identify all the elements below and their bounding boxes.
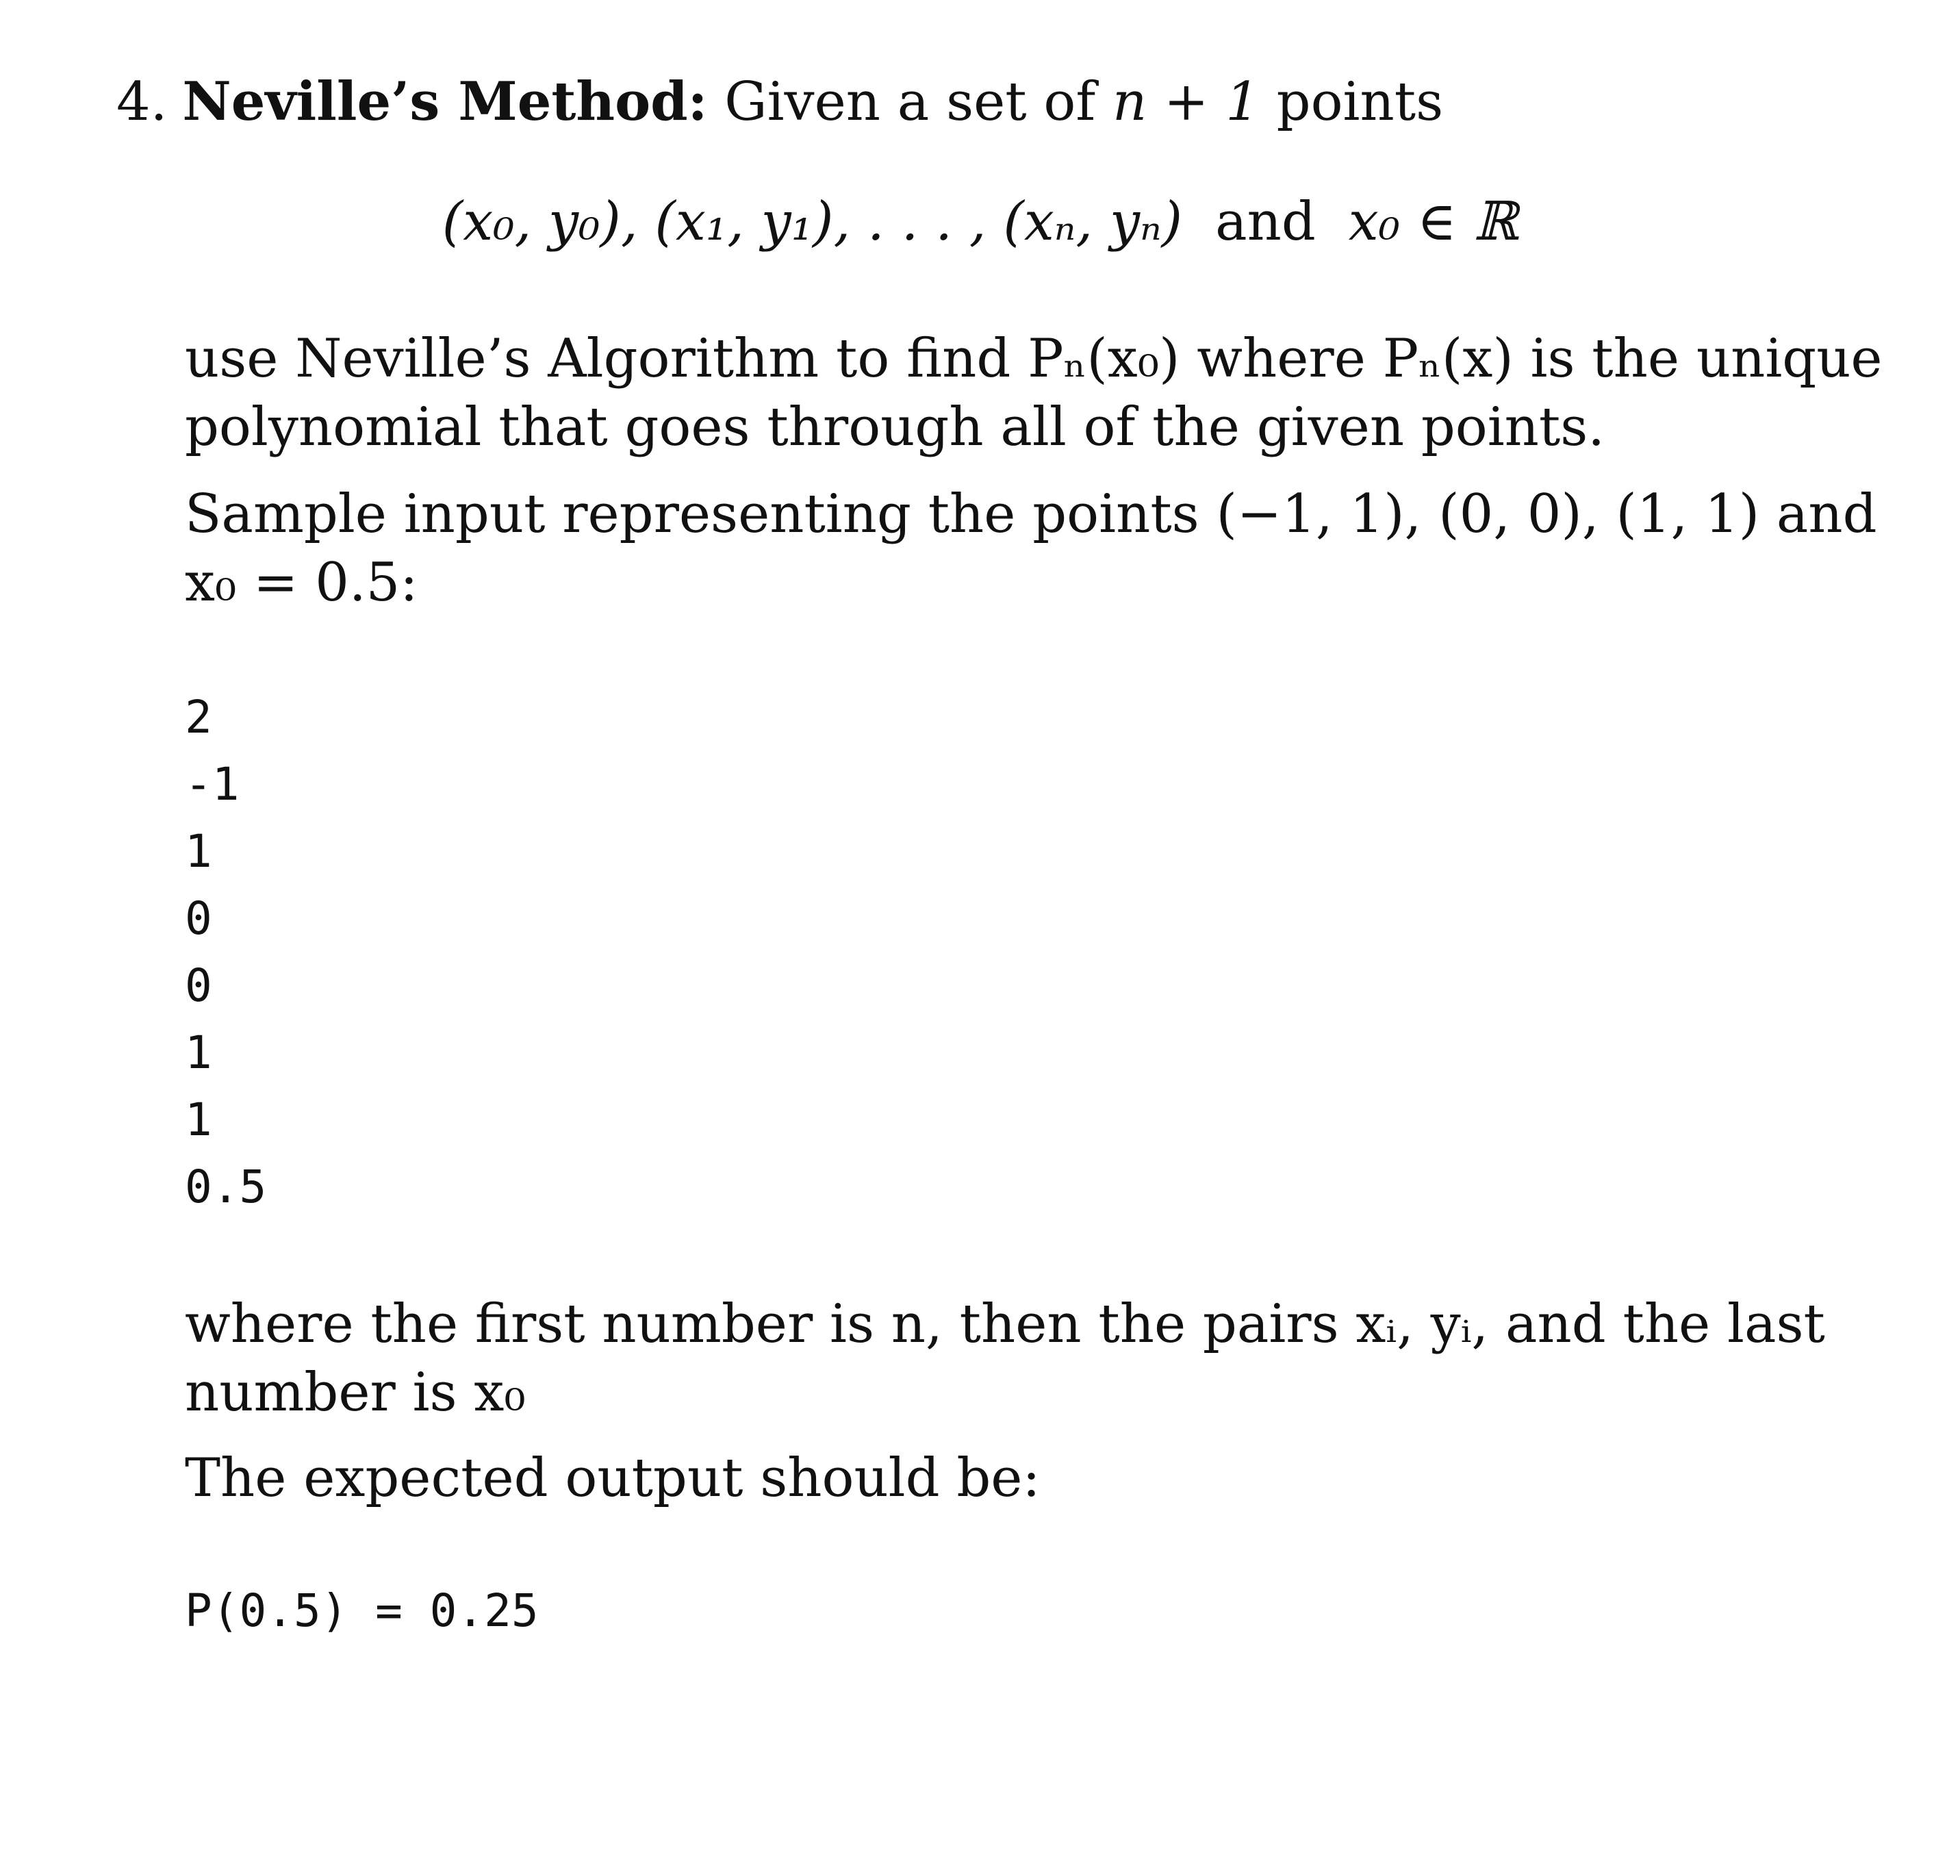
problem-heading: [116, 71, 1444, 133]
intro-text-post: points: [1276, 71, 1444, 133]
display-equation: [0, 191, 1960, 253]
sample-input-line: 0.5: [185, 1161, 267, 1213]
paragraph-1-line-2: polynomial that goes through all of the given points.: [185, 396, 1605, 458]
paragraph-2-line-1: Sample input representing the points (−1, 1), (0, 0), (1, 1) and: [185, 483, 1877, 545]
sample-input-line: 1: [185, 1026, 212, 1079]
sample-input-line: 2: [185, 691, 212, 744]
x0-membership: x₀ ∈ ℝ: [1348, 191, 1518, 253]
expected-output-label: The expected output should be:: [185, 1447, 1041, 1509]
sample-input-line: 1: [185, 825, 212, 878]
sample-input-line: 0: [185, 959, 212, 1012]
sample-input-line: 0: [185, 892, 212, 945]
paragraph-3-line-1: where the first number is n, then the pairs xᵢ, yᵢ, and the last: [185, 1293, 1825, 1355]
intro-math: n + 1: [1112, 71, 1260, 133]
display-connector: and: [1215, 191, 1316, 253]
intro-text-pre: Given a set of: [724, 71, 1096, 133]
paragraph-1-line-1: use Neville’s Algorithm to find Pₙ(x₀) where Pₙ(x) is the unique: [185, 328, 1883, 390]
expected-output: P(0.5) = 0.25: [185, 1584, 539, 1637]
sample-input-line: 1: [185, 1093, 212, 1146]
sample-input-line: -1: [185, 758, 240, 811]
paragraph-2-line-2: x₀ = 0.5:: [185, 552, 418, 613]
paragraph-3-line-2: number is x₀: [185, 1362, 526, 1423]
problem-title: Neville’s Method:: [182, 71, 708, 133]
points-expression: (x₀, y₀), (x₁, y₁), . . . , (xₙ, yₙ): [442, 191, 1183, 253]
problem-number: 4.: [116, 71, 168, 133]
